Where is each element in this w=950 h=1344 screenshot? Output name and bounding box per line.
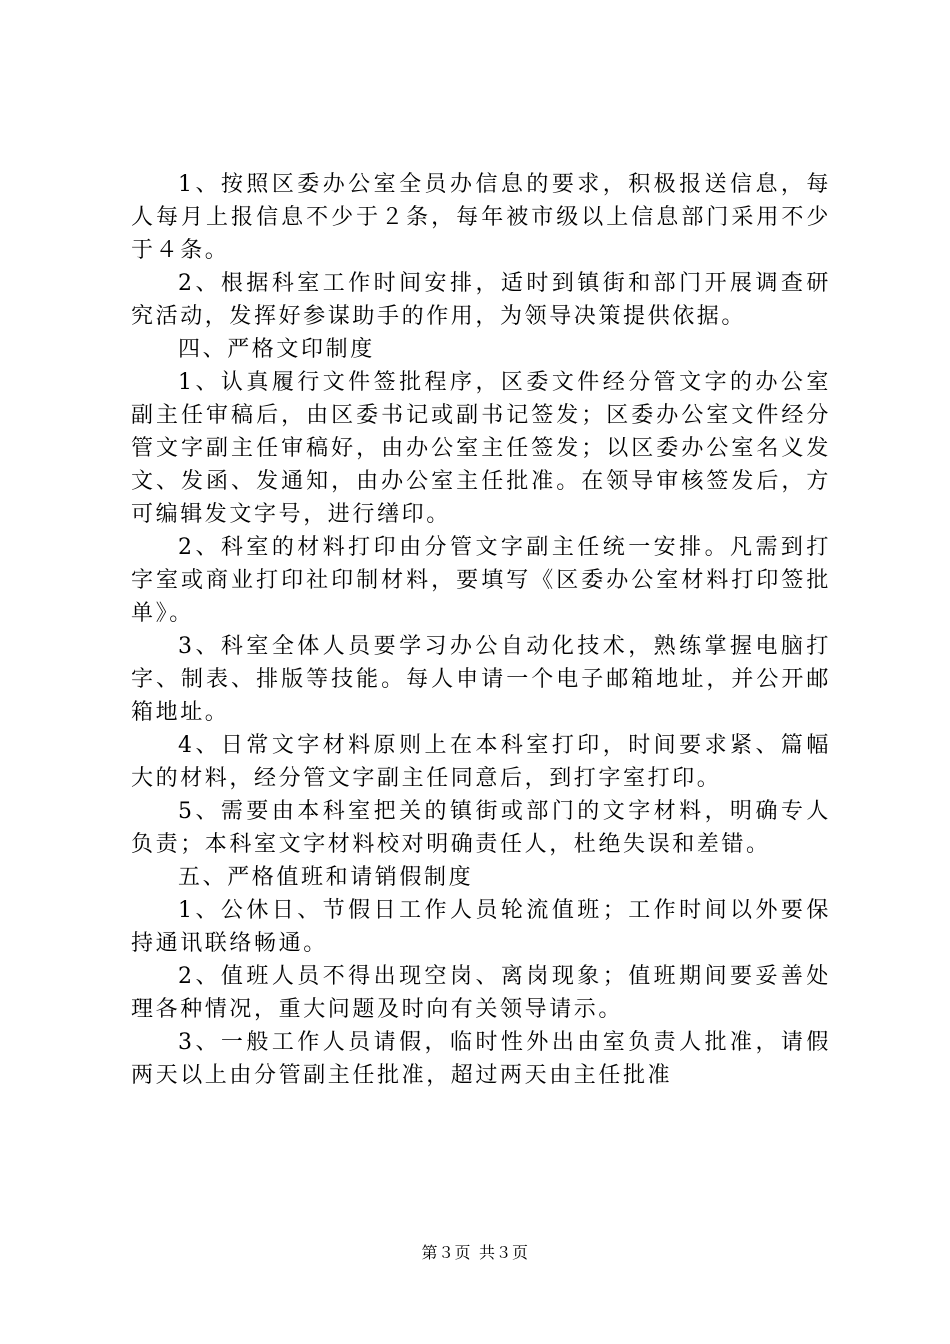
paragraph-daily-printing: 4、日常文字材料原则上在本科室打印，时间要求紧、篇幅大的材料，经分管文字副主任同意后，到打字室打印。 [131,733,831,791]
paragraph-leave-approval: 3、一般工作人员请假，临时性外出由室负责人批准，请假两天以上由分管副主任批准，超过两天由主任批准 [131,1030,831,1088]
paragraph-duty-conduct: 2、值班人员不得出现空岗、离岗现象；值班期间要妥善处理各种情况，重大问题及时向有关领导请示。 [131,964,831,1022]
paragraph-research-activities: 2、根据科室工作时间安排，适时到镇街和部门开展调查研究活动，发挥好参谋助手的作用，为领导决策提供依据。 [131,271,831,329]
page-number-total: 共３页 [479,1243,529,1262]
paragraph-office-automation: 3、科室全体人员要学习办公自动化技术，熟练掌握电脑打字、制表、排版等技能。每人申请一个电子邮箱地址，并公开邮箱地址。 [131,634,831,725]
document-body [131,168,831,1092]
paragraph-printing-arrangement: 2、科室的材料打印由分管文字副主任统一安排。凡需到打字室或商业打印社印制材料，要填写《区委办公室材料打印签批单》。 [131,535,831,626]
paragraph-document-approval: 1、认真履行文件签批程序，区委文件经分管文字的办公室副主任审稿后，由区委书记或副书记签发；区委办公室文件经分管文字副主任审稿好，由办公室主任签发；以区委办公室名义发文、发函、发通知，由办公室主任批准。在领导审核签发后，方可编辑发文字号，进行缮印。 [131,370,831,527]
section-heading-duty-leave: 五、严格值班和请销假制度 [178,865,474,890]
paragraph-proofreading: 5、需要由本科室把关的镇街或部门的文字材料，明确专人负责；本科室文字材料校对明确责任人，杜绝失误和差错。 [131,799,831,857]
page-number-current: 第３页 [421,1243,471,1262]
section-heading-printing: 四、严格文印制度 [178,337,375,362]
paragraph-info-reporting: 1、按照区委办公室全员办信息的要求，积极报送信息，每人每月上报信息不少于２条，每年被市级以上信息部门采用不少于４条。 [131,172,831,263]
page-footer [0,1243,950,1263]
paragraph-duty-rotation: 1、公休日、节假日工作人员轮流值班；工作时间以外要保持通讯联络畅通。 [131,898,831,956]
